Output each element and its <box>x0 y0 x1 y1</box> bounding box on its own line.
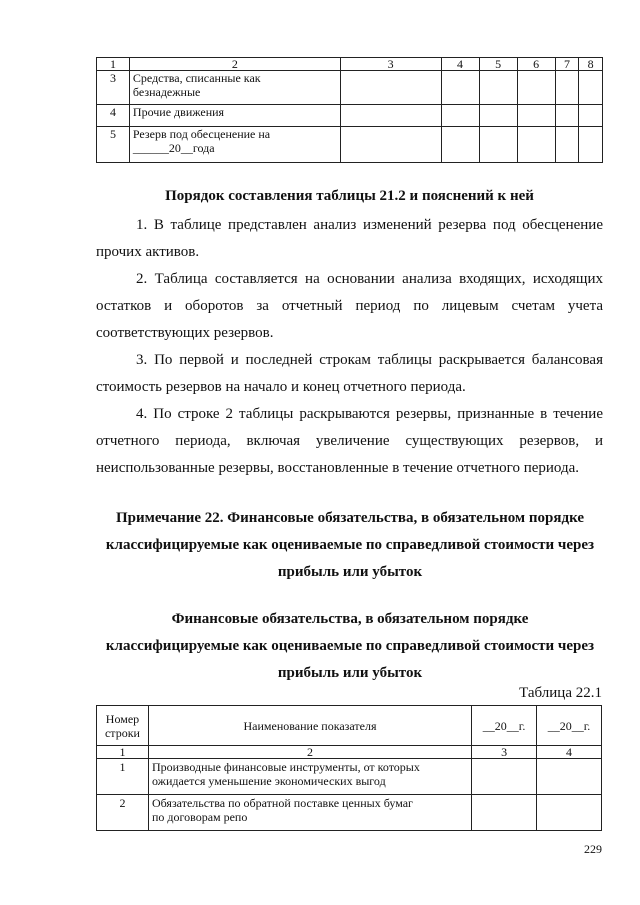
row-label <box>148 795 471 831</box>
table-cell <box>441 127 479 163</box>
header-indicator-name: Наименование показателя <box>148 706 471 746</box>
bottom-table-header-row <box>97 706 602 746</box>
row-label-line: Прочие движения <box>132 105 225 119</box>
table-cell <box>479 71 517 105</box>
row-number: 5 <box>97 127 130 163</box>
paragraph-text: 3. По первой и последней строкам таблицы раскрывается балансовая стоимость резервов на начало и конец отчетного периода. <box>96 352 603 395</box>
header-year: __20__г. <box>537 706 602 746</box>
row-number: 2 <box>97 795 149 831</box>
row-label <box>129 71 340 105</box>
note-heading-line: классифицируемые как оцениваемые по справедливой стоимости через <box>105 537 595 553</box>
row-label-line: Обязательства по обратной поставке ценных бумаг <box>151 796 413 810</box>
table-cell <box>555 127 579 163</box>
section-heading: Порядок составления таблицы 21.2 и пояснений к ней <box>165 188 534 204</box>
row-label <box>148 759 471 795</box>
top-header-cell: 3 <box>340 58 441 71</box>
row-label-line: ______20__года <box>132 141 215 155</box>
row-number: 4 <box>97 105 130 127</box>
page-number: 229 <box>584 842 602 856</box>
table-cell <box>340 71 441 105</box>
row-label-line: по договорам репо <box>151 810 248 824</box>
table-cell <box>441 71 479 105</box>
top-header-cell: 8 <box>579 58 603 71</box>
column-number: 1 <box>97 746 149 759</box>
table-title <box>80 606 620 687</box>
table-cell <box>517 127 555 163</box>
table-cell <box>479 105 517 127</box>
column-number: 4 <box>537 746 602 759</box>
row-label-line: Резерв под обесценение на <box>132 127 271 141</box>
paragraph <box>96 347 603 401</box>
header-line: Номер <box>105 711 140 726</box>
column-number: 3 <box>472 746 537 759</box>
table-cell <box>579 127 603 163</box>
note-heading-line: прибыль или убыток <box>277 564 423 580</box>
row-label-line: Средства, списанные как <box>132 71 261 85</box>
table-cell <box>537 759 602 795</box>
table-title-line: классифицируемые как оцениваемые по справедливой стоимости через <box>105 638 595 654</box>
table-cell <box>579 105 603 127</box>
table-caption: Таблица 22.1 <box>519 685 602 701</box>
table-cell <box>555 71 579 105</box>
bottom-table <box>96 705 602 831</box>
paragraph-text: 4. По строке 2 таблицы раскрываются резервы, признанные в течение отчетного периода, включая увеличение существующих резервов, и неиспользованные резервы, восстановленные в течение отчетного периода. <box>96 406 603 476</box>
header-line: строки <box>104 725 140 740</box>
table-cell <box>472 795 537 831</box>
table-row <box>97 127 603 163</box>
top-header-cell: 2 <box>129 58 340 71</box>
header-year: __20__г. <box>472 706 537 746</box>
note-heading-line: Примечание 22. Финансовые обязательства, в обязательном порядке <box>115 510 585 526</box>
table-row <box>97 795 602 831</box>
paragraph <box>96 266 603 347</box>
table-cell <box>517 71 555 105</box>
paragraph-text: 1. В таблице представлен анализ изменений резерва под обесценение прочих активов. <box>96 217 603 260</box>
column-number: 2 <box>148 746 471 759</box>
table-title-line: Финансовые обязательства, в обязательном порядке <box>171 611 529 627</box>
table-cell <box>479 127 517 163</box>
table-cell <box>555 105 579 127</box>
note-heading <box>80 505 620 586</box>
paragraph <box>96 212 603 266</box>
row-label-line: ожидается уменьшение экономических выгод <box>151 774 386 788</box>
table-cell <box>579 71 603 105</box>
paragraph <box>96 401 603 482</box>
row-number: 3 <box>97 71 130 105</box>
top-header-cell: 6 <box>517 58 555 71</box>
row-label-line: Производные финансовые инструменты, от которых <box>151 760 420 774</box>
top-header-cell: 4 <box>441 58 479 71</box>
top-header-cell: 7 <box>555 58 579 71</box>
table-cell <box>441 105 479 127</box>
top-header-cell: 5 <box>479 58 517 71</box>
table-row <box>97 105 603 127</box>
table-cell <box>340 127 441 163</box>
table-cell <box>517 105 555 127</box>
table-cell <box>340 105 441 127</box>
table-cell <box>472 759 537 795</box>
row-label <box>129 105 340 127</box>
bottom-table-number-row <box>97 746 602 759</box>
row-number: 1 <box>97 759 149 795</box>
row-label <box>129 127 340 163</box>
row-label-line: безнадежные <box>132 85 201 99</box>
paragraph-text: 2. Таблица составляется на основании анализа входящих, исходящих остатков и оборотов за отчетный период по лицевым счетам учета соответствующих резервов. <box>96 271 603 341</box>
table-row <box>97 759 602 795</box>
header-row-number <box>97 706 149 746</box>
table-title-line: прибыль или убыток <box>277 665 423 681</box>
top-table-header-row <box>97 58 603 71</box>
table-row <box>97 71 603 105</box>
table-cell <box>537 795 602 831</box>
top-header-cell: 1 <box>97 58 130 71</box>
top-table <box>96 57 603 163</box>
